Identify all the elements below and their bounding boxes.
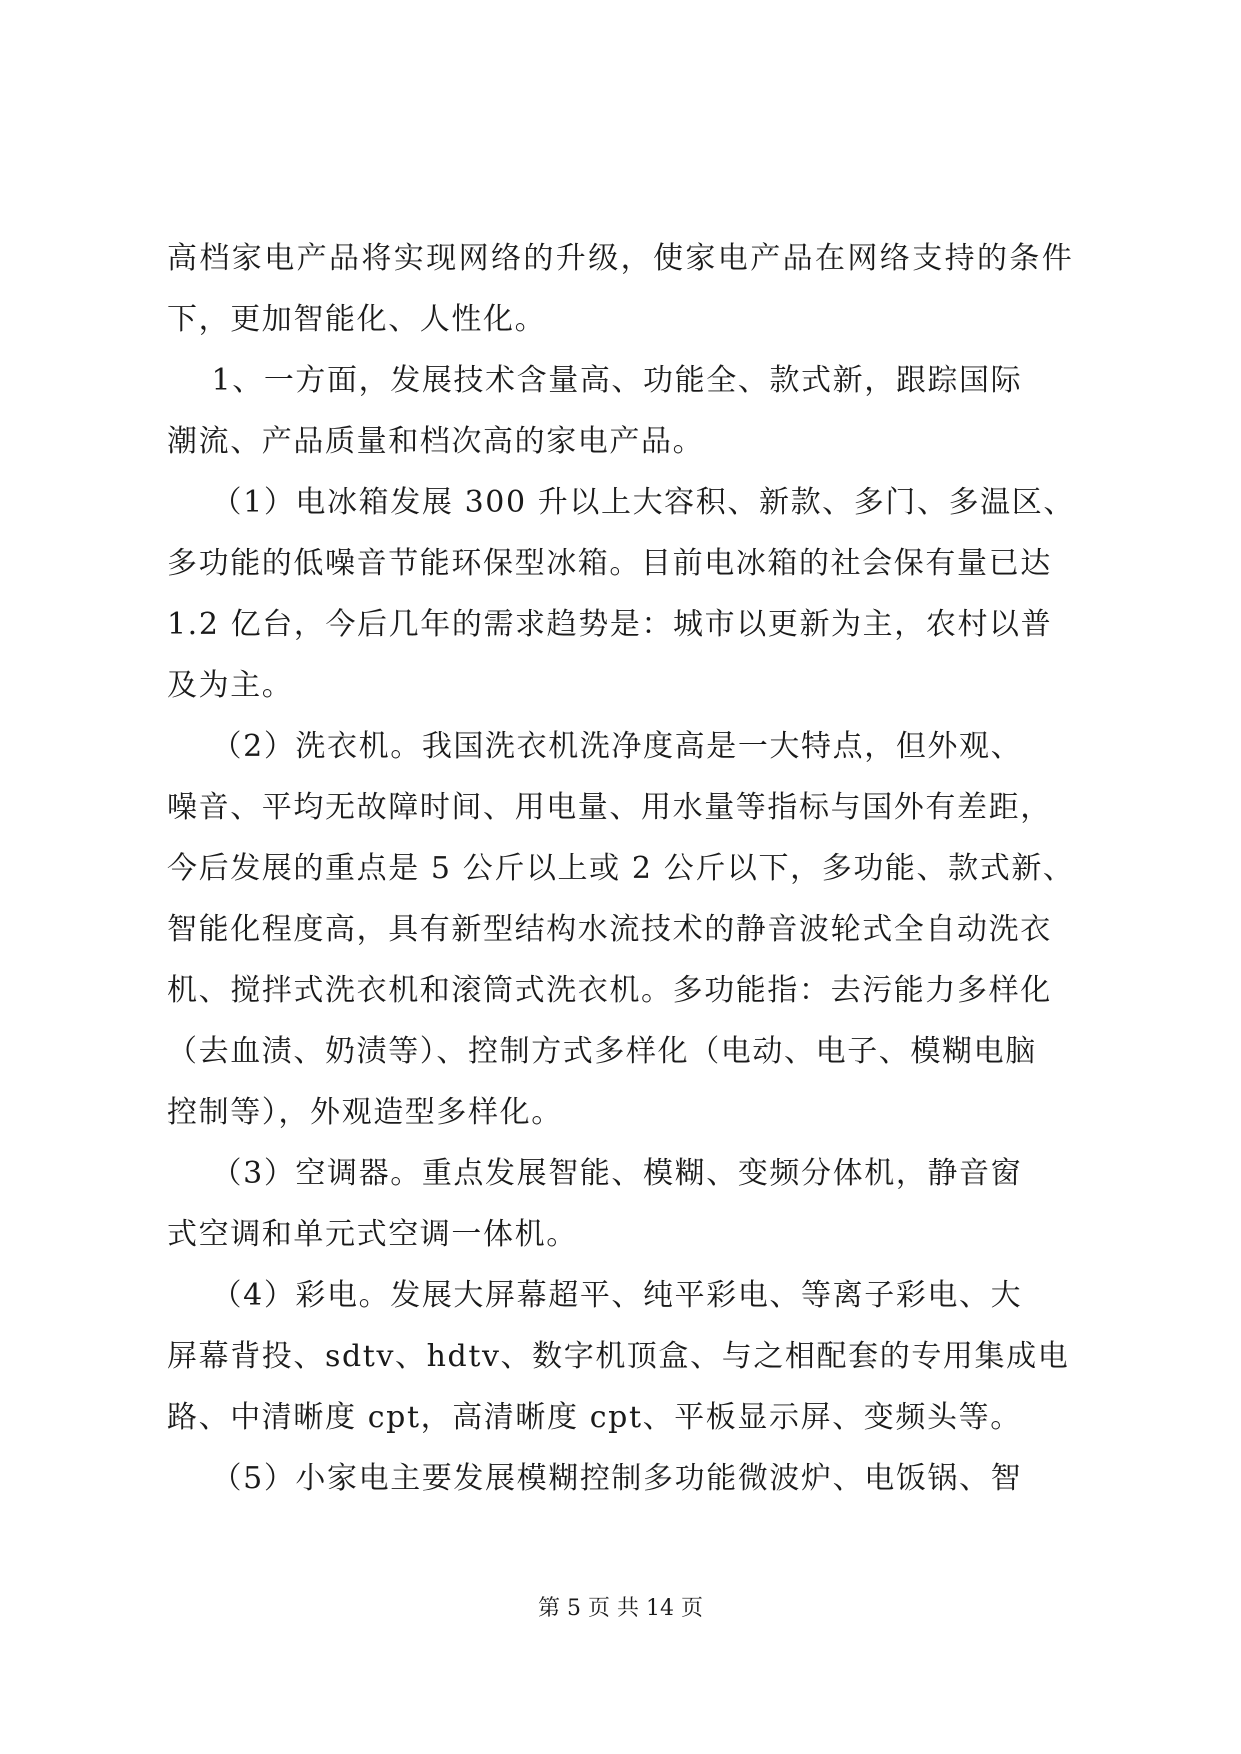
- document-body: [167, 228, 1077, 1509]
- text-line: （1）电冰箱发展 300 升以上大容积、新款、多门、多温区、: [167, 485, 1075, 520]
- text-line: 1、一方面，发展技术含量高、功能全、款式新，跟踪国际: [167, 363, 1023, 398]
- text-line: （去血渍、奶渍等）、控制方式多样化（电动、电子、模糊电脑: [167, 1034, 1037, 1069]
- text-line: 及为主。: [167, 668, 294, 703]
- text-line: 高档家电产品将实现网络的升级，使家电产品在网络支持的条件: [167, 241, 1075, 276]
- text-line: 1.2 亿台，今后几年的需求趋势是：城市以更新为主，农村以普: [167, 607, 1053, 642]
- text-line: （3）空调器。重点发展智能、模糊、变频分体机，静音窗: [167, 1156, 1023, 1191]
- text-line: 潮流、产品质量和档次高的家电产品。: [167, 424, 705, 459]
- text-line: 今后发展的重点是 5 公斤以上或 2 公斤以下，多功能、款式新、: [167, 851, 1075, 886]
- text-line: （5）小家电主要发展模糊控制多功能微波炉、电饭锅、智: [167, 1461, 1023, 1496]
- text-line: （2）洗衣机。我国洗衣机洗净度高是一大特点，但外观、: [167, 729, 1023, 764]
- text-line: 下，更加智能化、人性化。: [167, 302, 547, 337]
- text-line: 多功能的低噪音节能环保型冰箱。目前电冰箱的社会保有量已达: [167, 546, 1052, 581]
- text-line: 噪音、平均无故障时间、用电量、用水量等指标与国外有差距，: [167, 790, 1052, 825]
- text-line: 式空调和单元式空调一体机。: [167, 1217, 578, 1252]
- text-line: 机、搅拌式洗衣机和滚筒式洗衣机。多功能指：去污能力多样化: [167, 973, 1052, 1008]
- text-line: 控制等），外观造型多样化。: [167, 1095, 563, 1130]
- text-line: 智能化程度高，具有新型结构水流技术的静音波轮式全自动洗衣: [167, 912, 1052, 947]
- text-line: 路、中清晰度 cpt，高清晰度 cpt、平板显示屏、变频头等。: [167, 1400, 1022, 1435]
- text-line: （4）彩电。发展大屏幕超平、纯平彩电、等离子彩电、大: [167, 1278, 1023, 1313]
- page-number-footer: 第 5 页 共 14 页: [538, 1596, 703, 1621]
- text-line: 屏幕背投、sdtv、hdtv、数字机顶盒、与之相配套的专用集成电: [167, 1339, 1070, 1374]
